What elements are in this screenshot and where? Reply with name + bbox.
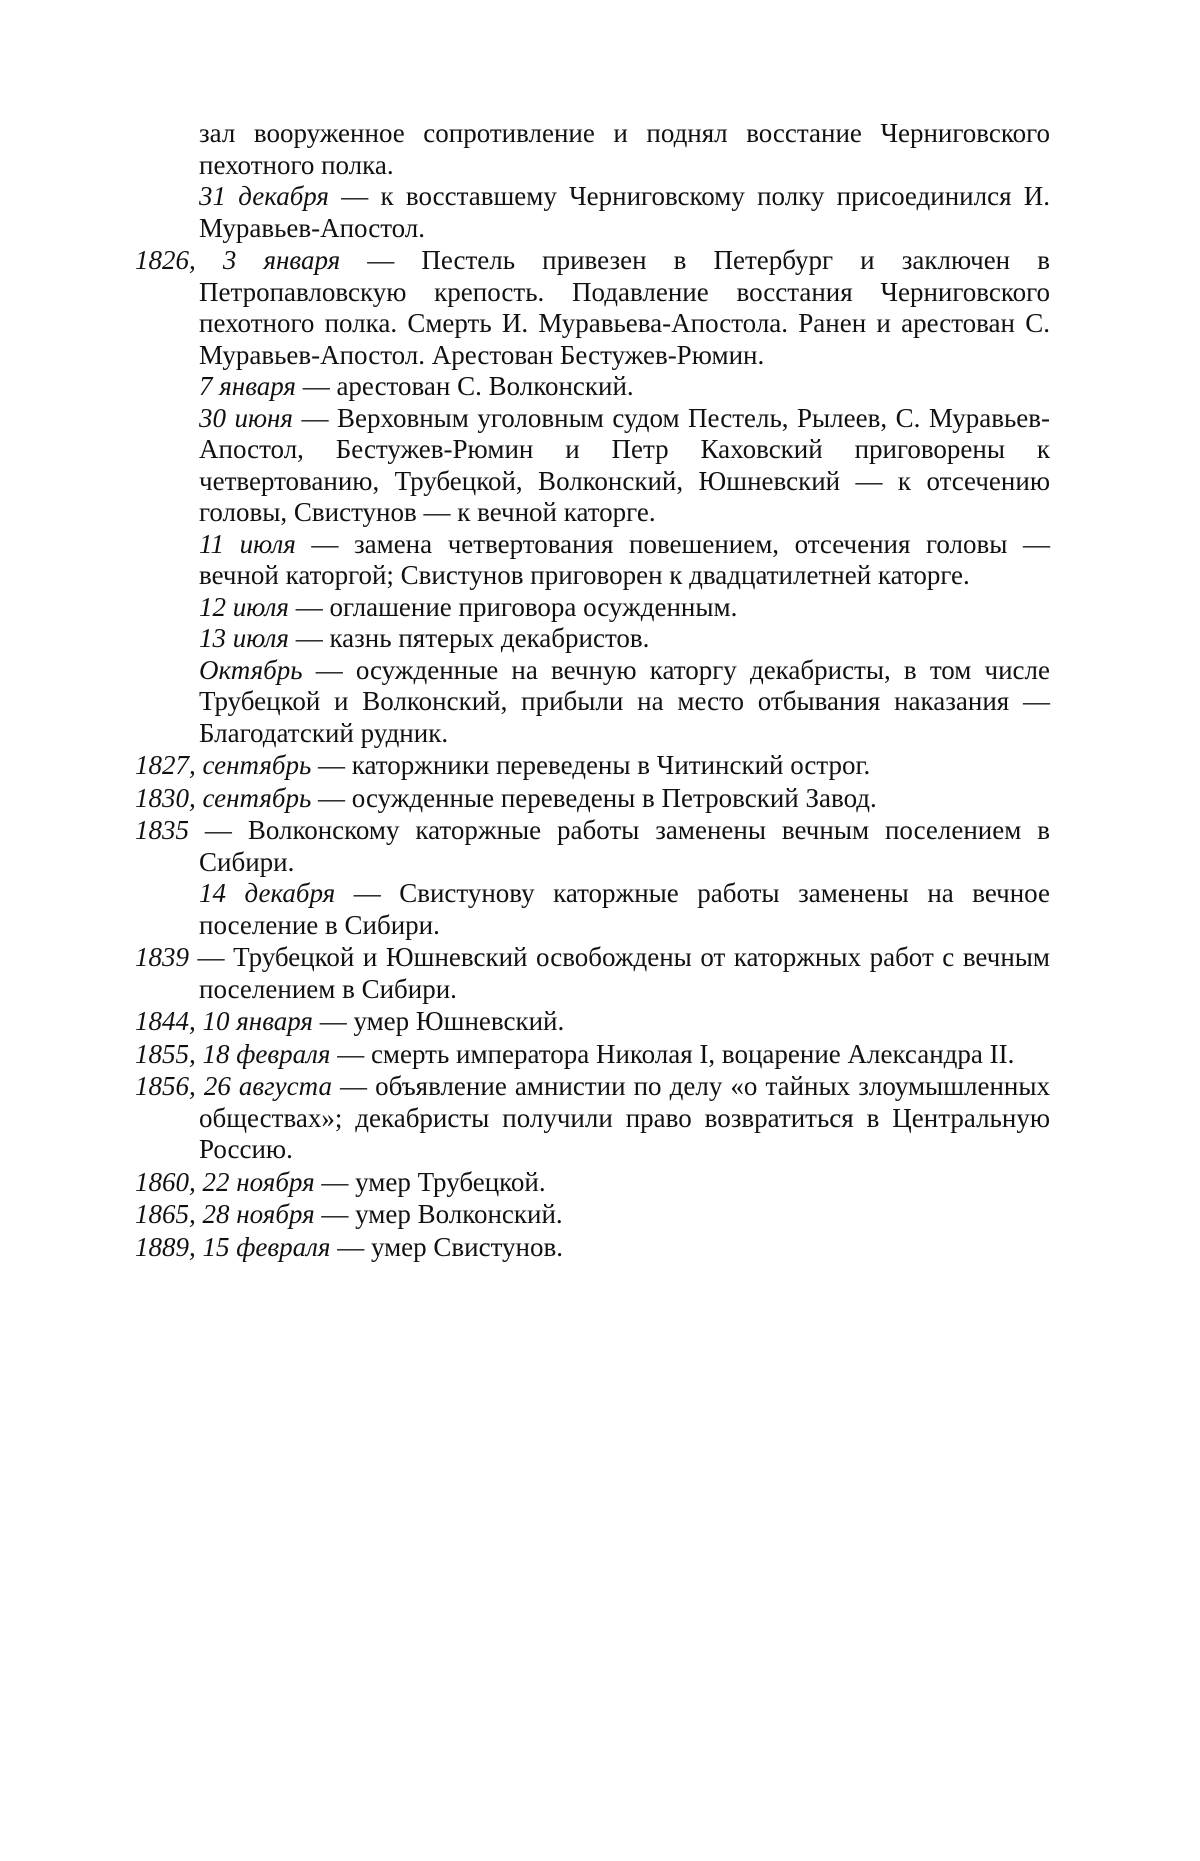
chronology-entry — [135, 783, 1050, 815]
chronology-entry — [135, 942, 1050, 1005]
chronology-entry — [135, 403, 1050, 529]
chronology-entry — [135, 245, 1050, 371]
entry-date: 13 июля — [199, 623, 289, 653]
chronology-entry — [135, 592, 1050, 624]
entry-text: — Волконскому каторжные работы заменены вечным поселением в Сибири. — [189, 815, 1050, 877]
chronology-entry — [135, 1167, 1050, 1199]
chronology-entry — [135, 815, 1050, 878]
entry-text: зал вооруженное сопротивление и поднял восстание Черниговского пехотного полка. — [199, 118, 1050, 180]
chronology-entry — [135, 1071, 1050, 1166]
entry-date: 30 июня — [199, 403, 293, 433]
entry-text: — умер Волконский. — [315, 1199, 563, 1229]
entry-text: — оглашение приговора осужденным. — [289, 592, 737, 622]
entry-text: — осужденные на вечную каторгу декабристы, в том числе Трубецкой и Волконский, прибыли на место отбывания наказания — Благодатский рудник. — [199, 655, 1050, 748]
entry-text: — умер Свистунов. — [330, 1232, 563, 1262]
entry-date: 1835 — [135, 815, 189, 845]
entry-date: 1844, 10 января — [135, 1006, 313, 1036]
chronology-entry — [135, 1039, 1050, 1071]
chronology-entry — [135, 1199, 1050, 1231]
chronology-page — [135, 117, 1050, 1263]
chronology-entry — [135, 623, 1050, 655]
entry-text: — осужденные переведены в Петровский Завод. — [311, 783, 877, 813]
entry-date: 14 декабря — [199, 878, 335, 908]
entry-date: 7 января — [199, 371, 296, 401]
entry-date: 31 декабря — [199, 181, 329, 211]
entry-date: 1839 — [135, 942, 189, 972]
entry-text: — объявление амнистии по делу «о тайных злоумышленных обществах»; декабристы получили право возвратиться в Центральную Россию. — [199, 1071, 1050, 1164]
entry-date: Октябрь — [199, 655, 303, 685]
chronology-entry — [135, 371, 1050, 403]
entry-text: — казнь пятерых декабристов. — [289, 623, 649, 653]
entry-text: — замена четвертования повешением, отсечения головы — вечной каторгой; Свистунов приговорен к двадцатилетней каторге. — [199, 529, 1050, 591]
chronology-entry — [135, 750, 1050, 782]
chronology-entry — [135, 181, 1050, 244]
entry-date: 1827, сентябрь — [135, 750, 311, 780]
chronology-entry — [135, 1006, 1050, 1038]
entry-text: — Пестель привезен в Петербург и заключен в Петропавловскую крепость. Подавление восстания Черниговского пехотного полка. Смерть И. Муравьева-Апостола. Ранен и арестован С. Муравьев-Апостол. Арестован Бестужев-Рюмин. — [199, 245, 1050, 370]
entry-text: — Трубецкой и Юшневский освобождены от каторжных работ с вечным поселением в Сибири. — [189, 942, 1050, 1004]
entry-text: — Верховным уголовным судом Пестель, Рылеев, С. Муравьев-Апостол, Бестужев-Рюмин и Петр Каховский приговорены к четвертованию, Трубецкой, Волконский, Юшневский — к отсечению головы, Свистунов — к вечной каторге. — [199, 403, 1050, 528]
chronology-entry — [135, 529, 1050, 592]
chronology-entry — [135, 878, 1050, 941]
chronology-entry — [135, 655, 1050, 750]
entry-text: — арестован С. Волконский. — [296, 371, 634, 401]
entry-text: — каторжники переведены в Читинский острог. — [311, 750, 870, 780]
entry-date: 1860, 22 ноября — [135, 1167, 315, 1197]
entry-date: 1889, 15 февраля — [135, 1232, 330, 1262]
entry-text: — смерть императора Николая I, воцарение Александра II. — [330, 1039, 1014, 1069]
entry-date: 1830, сентябрь — [135, 783, 311, 813]
entry-date: 12 июля — [199, 592, 289, 622]
entry-date: 1856, 26 августа — [135, 1071, 332, 1101]
entry-text: — умер Юшневский. — [313, 1006, 564, 1036]
entry-date: 1865, 28 ноября — [135, 1199, 315, 1229]
chronology-entry — [135, 118, 1050, 181]
entry-text: — умер Трубецкой. — [315, 1167, 546, 1197]
entry-date: 1855, 18 февраля — [135, 1039, 330, 1069]
entry-text: — к восставшему Черниговскому полку присоединился И. Муравьев-Апостол. — [199, 181, 1050, 243]
entry-text: — Свистунову каторжные работы заменены на вечное поселение в Сибири. — [199, 878, 1050, 940]
chronology-entry — [135, 1232, 1050, 1264]
entry-date: 11 июля — [199, 529, 296, 559]
entry-date: 1826, 3 января — [135, 245, 340, 275]
